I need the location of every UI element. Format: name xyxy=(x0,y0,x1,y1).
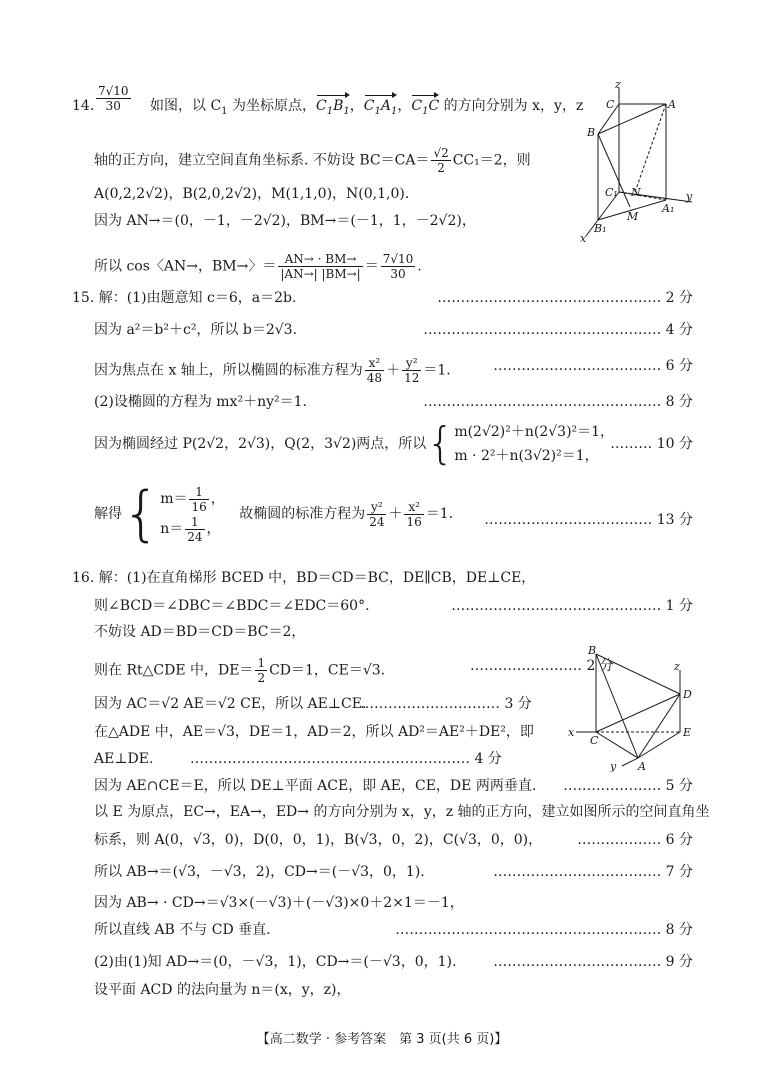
q15-line1: 15. 解：(1)由题意知 c＝6，a＝2b. xyxy=(72,290,297,306)
q15-line3: 因为焦点在 x 轴上，所以椭圆的标准方程为 $\frac{\text{x²}}{48}$ ＋ $\frac{\text{y²}}{12}$ ＝1. xyxy=(94,356,451,385)
fig2-label-E: E xyxy=(683,726,692,739)
q14-answer: $\frac{7√10}{30}$ xyxy=(98,84,129,113)
q14-line2: 轴的正方向，建立空间直角坐标系. 不妨设 BC＝CA＝ $\frac{√2}{2}$ CC₁＝2，则 xyxy=(94,146,531,175)
q15-line2: 因为 a²＝b²＋c²，所以 b＝2√3. xyxy=(94,322,298,338)
q16-line5: 因为 AC＝√2 AE＝√2 CE，所以 AE⊥CE. xyxy=(94,696,367,712)
fig1-label-A1: A₁ xyxy=(662,202,675,215)
q15-score6: ……………………………… 13 分 xyxy=(484,512,693,528)
q16-figure xyxy=(566,642,702,772)
q16-line14: (2)由(1)知 AD→＝(0，－√3，1)，CD→＝(－√3，0，1). xyxy=(94,954,457,970)
q16-score8: ………………… 5 分 xyxy=(563,778,693,794)
q14-number: 14. xyxy=(72,98,95,114)
q15-score1: ………………………………………… 2 分 xyxy=(437,290,693,306)
q16-score5: ………………………… 3 分 xyxy=(360,696,532,712)
q16-line6: 在△ADE 中，AE＝√3，DE＝1，AD＝2，所以 AD²＝AE²＋DE²，即 xyxy=(94,724,534,740)
q15-score5: ……… 10 分 xyxy=(610,436,693,452)
fig1-label-N: N xyxy=(631,186,641,199)
q14-line1: 如图，以 $C_1$ 为坐标原点，$C_1B_1$，$C_1A_1$，$C_1C$ 的方向分别为 x，y，z xyxy=(150,96,583,122)
q16-score10: ……………… 6 分 xyxy=(577,832,693,848)
q14-line5: 所以 cos〈AN→，BM→〉＝ $\frac{AN\to \cdot BM\to}{|AN\to| |BM\to|}$ ＝ $\frac{7√10}{30}$ . xyxy=(94,252,422,281)
q16-score7: …………………………………………………… 4 分 xyxy=(190,751,502,767)
fig1-label-M: M xyxy=(627,210,639,223)
fig1-label-x: x xyxy=(580,232,587,245)
q16-score11: ……………………………… 7 分 xyxy=(493,864,693,880)
q16-line2: 则∠BCD＝∠DBC＝∠BDC＝∠EDC＝60°. xyxy=(94,598,370,614)
q15-line4: (2)设椭圆的方程为 mx²＋ny²＝1. xyxy=(94,394,307,410)
fig1-label-C1: C₁ xyxy=(605,186,618,199)
fig2-label-z: z xyxy=(674,660,680,673)
q16-line11: 所以 AB→＝(√3，－√3，2)，CD→＝(－√3，0，1). xyxy=(94,864,425,880)
q16-line1: 16. 解：(1)在直角梯形 BCED 中，BD＝CD＝BC，DE∥CB，DE⊥CE， xyxy=(72,570,536,586)
q16-score4: …………………… 2 分 xyxy=(470,658,614,674)
fig2-label-y: y xyxy=(610,760,617,772)
q16-line15: 设平面 ACD 的法向量为 n＝(x，y，z)， xyxy=(94,982,351,998)
fig1-label-B1: B₁ xyxy=(594,222,607,235)
fig2-label-C: C xyxy=(590,734,599,747)
q14-figure xyxy=(572,80,702,248)
q16-line8: 因为 AE∩CE＝E，所以 DE⊥平面 ACE，即 AE，CE，DE 两两垂直. xyxy=(94,778,537,794)
q15-score2: …………………………………………… 4 分 xyxy=(423,322,693,338)
fig2-label-D: D xyxy=(683,688,692,701)
q16-line12: 因为 AB→ · CD→＝√3×(－√3)＋(－√3)×0＋2×1＝－1， xyxy=(94,895,464,911)
q16-score14: ……………………………… 9 分 xyxy=(493,954,693,970)
fig2-label-A: A xyxy=(638,760,646,772)
fig1-label-A: A xyxy=(668,98,676,111)
fig1-label-y: y xyxy=(686,190,693,203)
q14-line3: A(0,2,2√2)，B(2,0,2√2)，M(1,1,0)，N(0,1,0). xyxy=(94,186,410,202)
axis-y2 xyxy=(622,758,638,766)
fig1-label-B: B xyxy=(587,126,596,139)
page-footer: 【高二数学 · 参考答案 第 3 页(共 6 页)】 xyxy=(256,1032,508,1047)
fig1-label-z: z xyxy=(615,80,621,91)
q15-line6: 解得{ m＝ $\frac{1}{16}$ ， n＝ $\frac{1}{24}$ ， 故椭圆的标准方程为 $\frac{\text{y²}}{24}$ ＋ $\frac{\text{x²}}{16}$ ＝1. xyxy=(94,479,454,549)
fig2-label-x: x xyxy=(568,726,575,739)
q14-line4: 因为 AN→＝(0，－1，－2√2)，BM→＝(－1，1，－2√2)， xyxy=(94,213,476,229)
q16-line13: 所以直线 AB 不与 CD 垂直. xyxy=(94,922,271,938)
q15-score4: …………………………………………… 8 分 xyxy=(423,394,693,410)
q15-score3: ……………………………… 6 分 xyxy=(493,358,693,374)
q16-line9: 以 E 为原点，EC→，EA→，ED→ 的方向分别为 x，y，z 轴的正方向，建立如图所示的空间直角坐 xyxy=(94,804,710,820)
fig1-label-C: C xyxy=(606,98,615,111)
q16-line4: 则在 Rt△CDE 中，DE＝ $\frac{1}{2}$ CD＝1，CE＝√3. xyxy=(94,656,386,685)
q16-score13: ………………………………………………… 8 分 xyxy=(395,922,693,938)
q16-score2: ……………………………………… 1 分 xyxy=(451,598,693,614)
q16-line10: 标系，则 A(0，√3，0)，D(0，0，1)，B(√3，0，2)，C(√3，0，0)， xyxy=(94,832,543,848)
q16-line7: AE⊥DE. xyxy=(94,751,154,767)
q16-line3: 不妨设 AD＝BD＝CD＝BC＝2， xyxy=(94,624,306,640)
q15-line5: 因为椭圆经过 P(2√2，2√3)，Q(2，3√2)两点，所以{ m(2√2)²＋n(2√3)²＝1， m · 2²＋n(3√2)²＝1， xyxy=(94,418,615,469)
fig2-label-B: B xyxy=(588,644,597,657)
